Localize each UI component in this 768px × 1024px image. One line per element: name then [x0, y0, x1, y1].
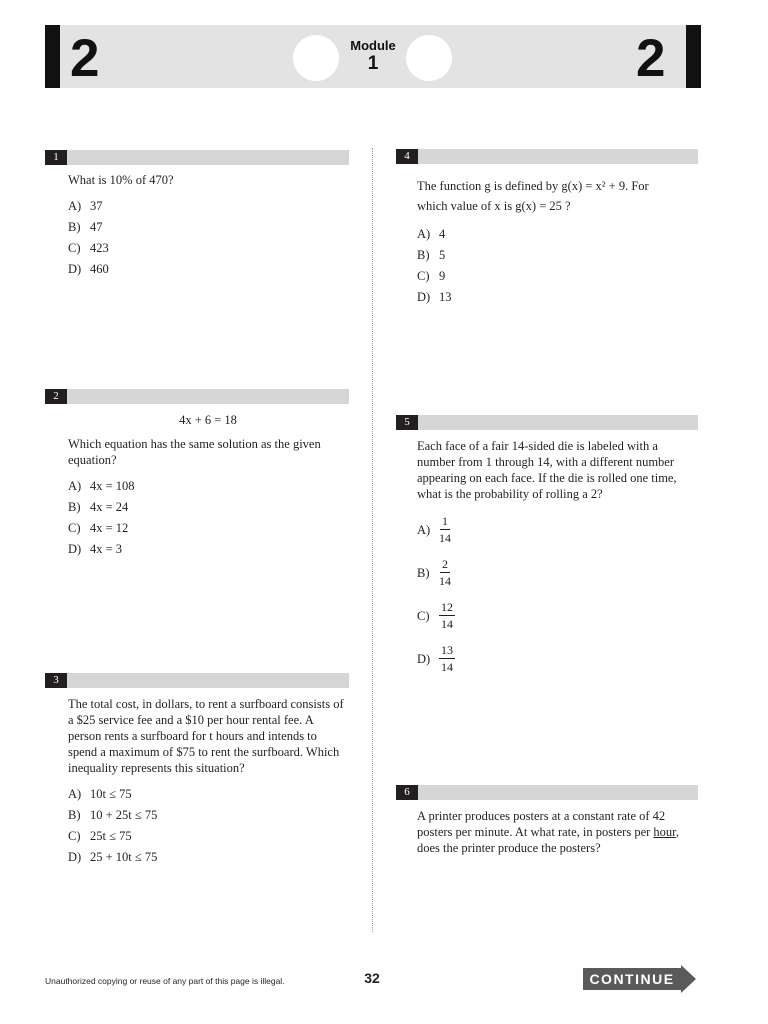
question-1-choice-d[interactable]: D) 460	[68, 262, 109, 276]
question-5	[417, 438, 697, 680]
question-2-bar	[45, 389, 349, 404]
fraction: $\frac{1}{14}$	[439, 514, 451, 545]
question-4-stem-line2: which value of x is g(x) = 25 ?	[417, 199, 571, 213]
header-right-circle	[406, 35, 452, 81]
question-3-choice-a[interactable]: A) 10t ≤ 75	[68, 787, 132, 801]
column-divider	[372, 148, 373, 932]
module-label: Module	[350, 38, 396, 53]
question-3-choice-b[interactable]: B) 10 + 25t ≤ 75	[68, 808, 158, 822]
question-5-choice-b[interactable]: B) $\frac{2}{14}$	[417, 557, 451, 588]
question-5-choice-c[interactable]: C) $\frac{12}{14}$	[417, 600, 453, 631]
question-1-choice-c[interactable]: C) 423	[68, 241, 109, 255]
question-2-choice-a[interactable]: A) 4x = 108	[68, 479, 135, 493]
question-4	[417, 176, 697, 308]
question-3-bar	[45, 673, 349, 688]
module-indicator	[336, 38, 410, 75]
copyright-notice: Unauthorized copying or reuse of any part of this page is illegal.	[45, 976, 285, 986]
question-5-choice-d[interactable]: D) $\frac{13}{14}$	[417, 643, 453, 674]
question-3-choice-c[interactable]: C) 25t ≤ 75	[68, 829, 132, 843]
header-right-bar	[686, 25, 701, 88]
header-left-circle	[293, 35, 339, 81]
question-3	[68, 696, 346, 868]
page-number: 32	[364, 970, 380, 986]
fraction: $\frac{12}{14}$	[441, 600, 453, 631]
section-number-right: 2	[636, 29, 666, 88]
question-5-bar	[396, 415, 698, 430]
question-5-number: 5	[396, 415, 418, 430]
fraction: $\frac{2}{14}$	[439, 557, 451, 588]
question-2-number: 2	[45, 389, 67, 404]
question-5-choice-a[interactable]: A) $\frac{1}{14}$	[417, 514, 451, 545]
question-4-choice-a[interactable]: A) 4	[417, 227, 446, 241]
question-3-number: 3	[45, 673, 67, 688]
question-2-choice-d[interactable]: D) 4x = 3	[68, 542, 123, 556]
question-1	[68, 172, 348, 280]
question-6-number: 6	[396, 785, 418, 800]
question-2-equation: 4x + 6 = 18	[179, 413, 237, 427]
section-number-left: 2	[70, 29, 100, 88]
question-4-choice-d[interactable]: D) 13	[417, 290, 452, 304]
question-6	[417, 808, 689, 864]
question-4-bar	[396, 149, 698, 164]
question-4-number: 4	[396, 149, 418, 164]
continue-button[interactable]	[583, 965, 697, 993]
question-4-choice-c[interactable]: C) 9	[417, 269, 446, 283]
header-left-bar	[45, 25, 60, 88]
question-2-choice-b[interactable]: B) 4x = 24	[68, 500, 129, 514]
question-1-bar	[45, 150, 349, 165]
question-3-stem: The total cost, in dollars, to rent a surfboard consists of a $25 service fee and a $10 per hour rental fee. A person rents a surfboard for t hours and intends to spend a maximum of $75 to rent the surfboard. Which inequality represents this situation?	[68, 697, 344, 775]
fraction: $\frac{13}{14}$	[441, 643, 453, 674]
question-4-stem-line1: The function g is defined by g(x) = x² + 9. For	[417, 179, 649, 193]
question-1-number: 1	[45, 150, 67, 165]
question-1-choice-b[interactable]: B) 47	[68, 220, 103, 234]
question-4-stem	[417, 176, 697, 216]
question-6-bar	[396, 785, 698, 800]
question-3-choice-d[interactable]: D) 25 + 10t ≤ 75	[68, 850, 158, 864]
question-1-choice-a[interactable]: A) 37	[68, 199, 103, 213]
question-4-choice-b[interactable]: B) 5	[417, 248, 446, 262]
continue-label: CONTINUE	[589, 971, 675, 987]
question-2-choice-c[interactable]: C) 4x = 12	[68, 521, 129, 535]
question-1-stem: What is 10% of 470?	[68, 173, 174, 187]
question-5-stem: Each face of a fair 14-sided die is labeled with a number from 1 through 14, with a different number appearing on each face. If the die is rolled one time, what is the probability of rolling a 2?	[417, 439, 677, 501]
question-2-stem: Which equation has the same solution as the given equation?	[68, 437, 321, 467]
question-2	[68, 412, 348, 560]
module-number: 1	[367, 53, 379, 74]
question-6-stem: A printer produces posters at a constant rate of 42 posters per minute. At what rate, in posters per hour, does the printer produce the posters?	[417, 809, 679, 855]
